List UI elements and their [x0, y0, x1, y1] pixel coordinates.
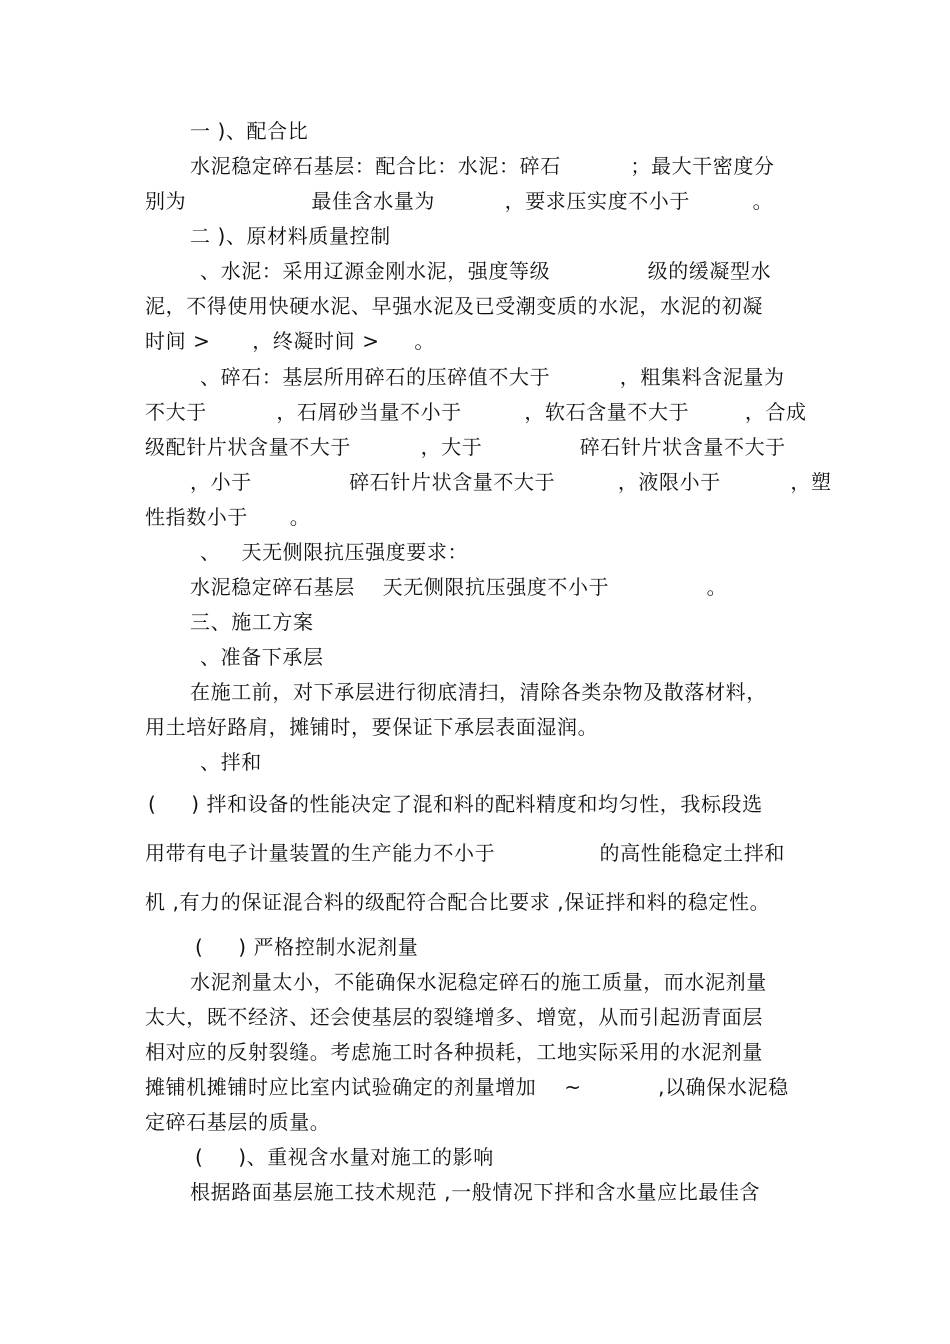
paragraph-line: 相对应的反射裂缝。考虑施工时各种损耗，工地实际采用的水泥剂量 — [145, 1040, 763, 1064]
paragraph-line: ，小于 碎石针片状含量不大于 ，液限小于 ，塑 — [190, 470, 832, 494]
paragraph-line: ( ) 拌和设备的性能决定了混和料的配料精度和均匀性，我标段选 — [148, 792, 763, 816]
paragraph-line: 不大于 ，石屑砂当量不小于 ，软石含量不大于 ，合成 — [145, 400, 807, 424]
section-heading-materials: 二 )、原材料质量控制 — [190, 224, 391, 248]
paragraph-line: 定碎石基层的质量。 — [145, 1110, 331, 1134]
section-heading-mix-ratio: 一 )、配合比 — [190, 119, 309, 143]
paragraph-line: 时间 > ，终凝时间 > 。 — [145, 329, 435, 353]
paragraph-line: 用带有电子计量装置的生产能力不小于 的高性能稳定土拌和 — [145, 841, 785, 865]
paragraph-line: 水泥剂量太小，不能确保水泥稳定碎石的施工质量，而水泥剂量 — [190, 970, 767, 994]
subheading-mixing: 、拌和 — [200, 750, 262, 774]
paragraph-line: 根据路面基层施工技术规范 ,一般情况下拌和含水量应比最佳含 — [190, 1180, 761, 1204]
paragraph-line: 性指数小于 。 — [145, 505, 311, 529]
subheading-cement-dosage: ( ) 严格控制水泥剂量 — [195, 935, 419, 959]
subheading-strength: 、 天无侧限抗压强度要求： — [200, 540, 469, 564]
section-heading-construction: 三、施工方案 — [190, 610, 314, 634]
paragraph-line: 水泥稳定碎石基层 天无侧限抗压强度不小于 。 — [190, 575, 728, 599]
paragraph-line: 水泥稳定碎石基层：配合比：水泥：碎石 ；最大干密度分 — [190, 154, 775, 178]
paragraph-line: 别为 最佳含水量为 ，要求压实度不小于 。 — [145, 189, 774, 213]
paragraph-line: 摊铺机摊铺时应比室内试验确定的剂量增加 ~ ,以确保水泥稳 — [145, 1075, 789, 1099]
paragraph-line: 级配针片状含量不大于 ，大于 碎石针片状含量不大于 — [145, 435, 786, 459]
paragraph-line: 、碎石：基层所用碎石的压碎值不大于 ，粗集料含泥量为 — [200, 365, 785, 389]
paragraph-line: 在施工前，对下承层进行彻底清扫，清除各类杂物及散落材料， — [190, 680, 767, 704]
paragraph-line: 、水泥：采用辽源金刚水泥，强度等级 级的缓凝型水 — [200, 259, 772, 283]
paragraph-line: 用土培好路肩，摊铺时，要保证下承层表面湿润。 — [145, 715, 599, 739]
subheading-moisture: ( )、重视含水量对施工的影响 — [195, 1145, 494, 1169]
subheading-prepare: 、准备下承层 — [200, 645, 324, 669]
paragraph-line: 泥，不得使用快硬水泥、早强水泥及已受潮变质的水泥，水泥的初凝 — [145, 294, 763, 318]
paragraph-line: 机 ,有力的保证混合料的级配符合配合比要求 ,保证拌和料的稳定性。 — [145, 890, 771, 914]
paragraph-line: 太大，既不经济、还会使基层的裂缝增多、增宽，从而引起沥青面层 — [145, 1005, 763, 1029]
